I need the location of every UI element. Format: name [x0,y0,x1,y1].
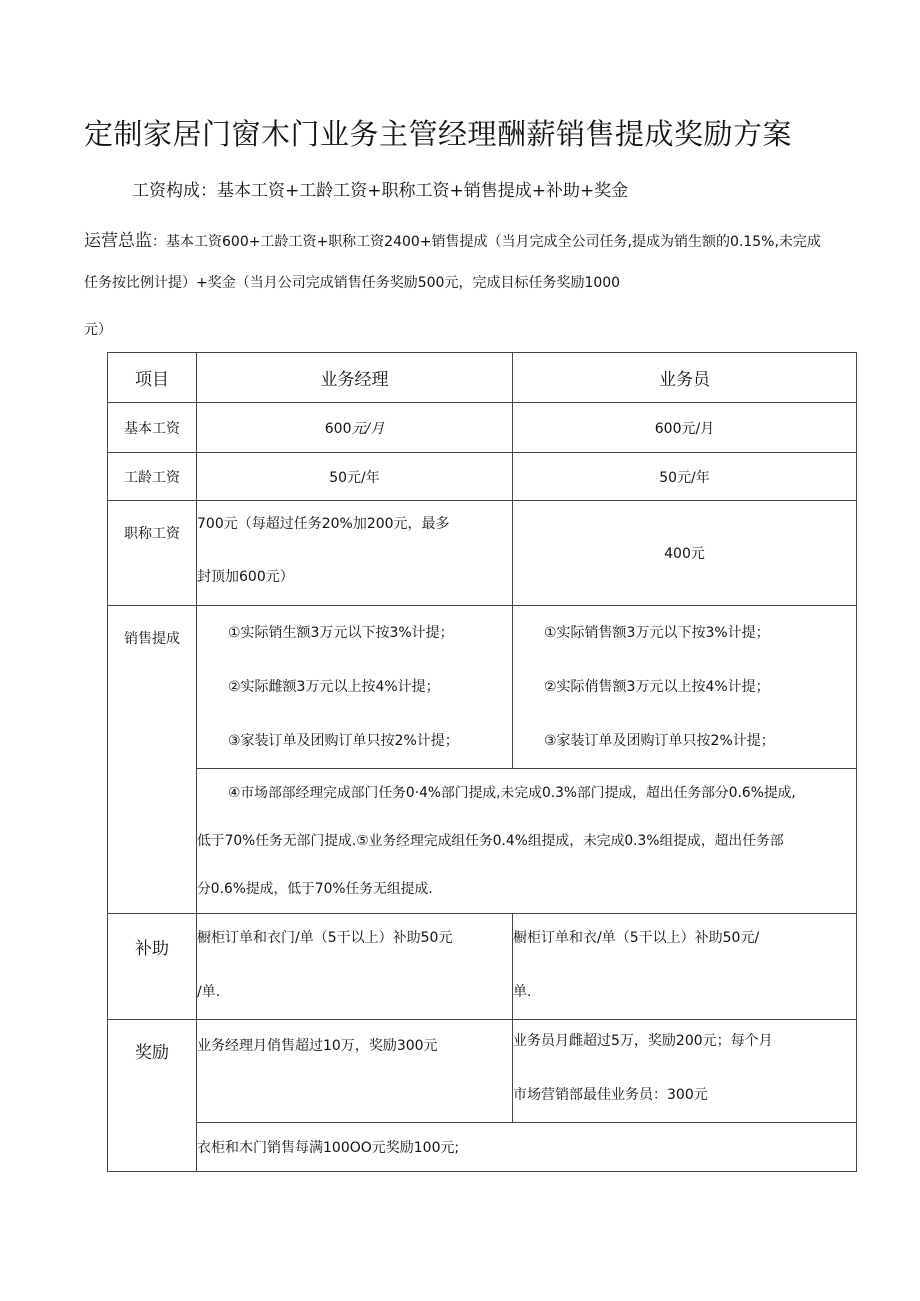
subsidy-staff-line-2: 单. [513,984,532,1000]
title-pay-manager-line-1: 700元（每超过任务20%加200元，最多 [197,516,450,532]
page-title: 定制家居门窗木门业务主管经理酬薪销售提成奖励方案 [84,117,793,151]
title-pay-label [108,501,197,606]
operations-director-text: ：基本工资600+工龄工资+职称工资2400+销售提成（当月完成全公司任务,提成为销生额的0.15%,未完成 [152,234,821,250]
table-row [108,453,857,501]
header-item: 项目 [108,353,197,403]
bonus-staff-line-1: 业务员月雌超过5万，奖励200元；每个月 [513,1033,773,1049]
title-pay-manager-line-2: 封顶加600元） [197,569,294,585]
commission-department [197,769,857,914]
commission-label-text: 销售提成 [124,631,180,647]
commission-manager-line-1: ①实际销生额3万元以下按3%计提； [228,625,454,641]
subsidy-label-text: 补助 [135,939,169,959]
base-salary-manager [197,403,513,453]
subsidy-staff [513,914,857,1020]
subsidy-manager-line-2: /单. [197,984,221,1000]
bonus-manager-line-1: 业务经理月俏售超过10万，奖励300元 [197,1038,438,1054]
commission-staff [513,606,857,769]
operations-director-line-1 [84,226,821,251]
bonus-label-text: 奖励 [135,1043,169,1063]
salary-composition: 工资构成：基本工资+工龄工资+职称工资+销售提成+补助+奖金 [132,181,629,201]
seniority-manager: 50元/年 [197,453,513,501]
subsidy-manager-line-1: 橱柜订单和衣门/单（5干以上）补助50元 [197,930,453,946]
table-row [108,914,857,1020]
commission-label [108,606,197,914]
commission-manager-line-2: ②实际雌额3万元以上按4%计提； [228,679,440,695]
table-row [108,1020,857,1123]
title-pay-staff: 400元 [513,501,857,606]
commission-department-line-1: ④市场部部经理完成部门任务0·4%部门提成,未完成0.3%部门提成，超出任务部分0.6%提成, [228,785,796,801]
subsidy-label [108,914,197,1020]
commission-department-line-3: 分0.6%提成，低于70%任务无组提成. [197,881,433,897]
table-row [108,769,857,914]
title-pay-manager [197,501,513,606]
operations-director-line-2: 任务按比例计提）+奖金（当月公司完成销售任务奖励500元，完成目标任务奖励1000 [84,275,621,291]
header-staff: 业务员 [513,353,857,403]
base-salary-manager-unit: 元/月 [351,420,385,437]
base-salary-manager-amount: 600 [324,420,352,437]
seniority-staff: 50元/年 [513,453,857,501]
commission-staff-line-2: ②实际俏售额3万元以上按4%计提； [544,679,770,695]
bonus-manager [197,1020,513,1123]
commission-staff-line-3: ③家装订单及团购订单只按2%计提； [544,733,775,749]
commission-staff-line-1: ①实际销售额3万元以下按3%计提； [544,625,770,641]
base-salary-label: 基本工资 [108,403,197,453]
subsidy-staff-line-1: 橱柜订单和衣/单（5干以上）补助50元/ [513,930,760,946]
bonus-label [108,1020,197,1172]
bonus-staff-line-2: 市场营销部最佳业务员：300元 [513,1087,708,1103]
seniority-label: 工龄工资 [108,453,197,501]
title-pay-label-text: 职称工资 [124,526,180,542]
table-header-row [108,353,857,403]
subsidy-manager [197,914,513,1020]
bonus-staff [513,1020,857,1123]
commission-manager [197,606,513,769]
commission-department-line-2: 低于70%任务无部门提成.⑤业务经理完成组任务0.4%组提成，未完成0.3%组提成，超出任务部 [197,833,784,849]
header-manager: 业务经理 [197,353,513,403]
operations-director-line-3: 元） [84,322,112,338]
base-salary-staff: 600元/月 [513,403,857,453]
table-row [108,501,857,606]
commission-manager-line-3: ③家装订单及团购订单只按2%计提； [228,733,459,749]
table-row [108,1123,857,1172]
table-row [108,403,857,453]
table-row [108,606,857,769]
bonus-extra: 衣柜和木门销售每满100OO元奖励100元; [197,1123,857,1172]
salary-table [107,352,857,1172]
operations-director-label: 运营总监 [84,231,152,251]
